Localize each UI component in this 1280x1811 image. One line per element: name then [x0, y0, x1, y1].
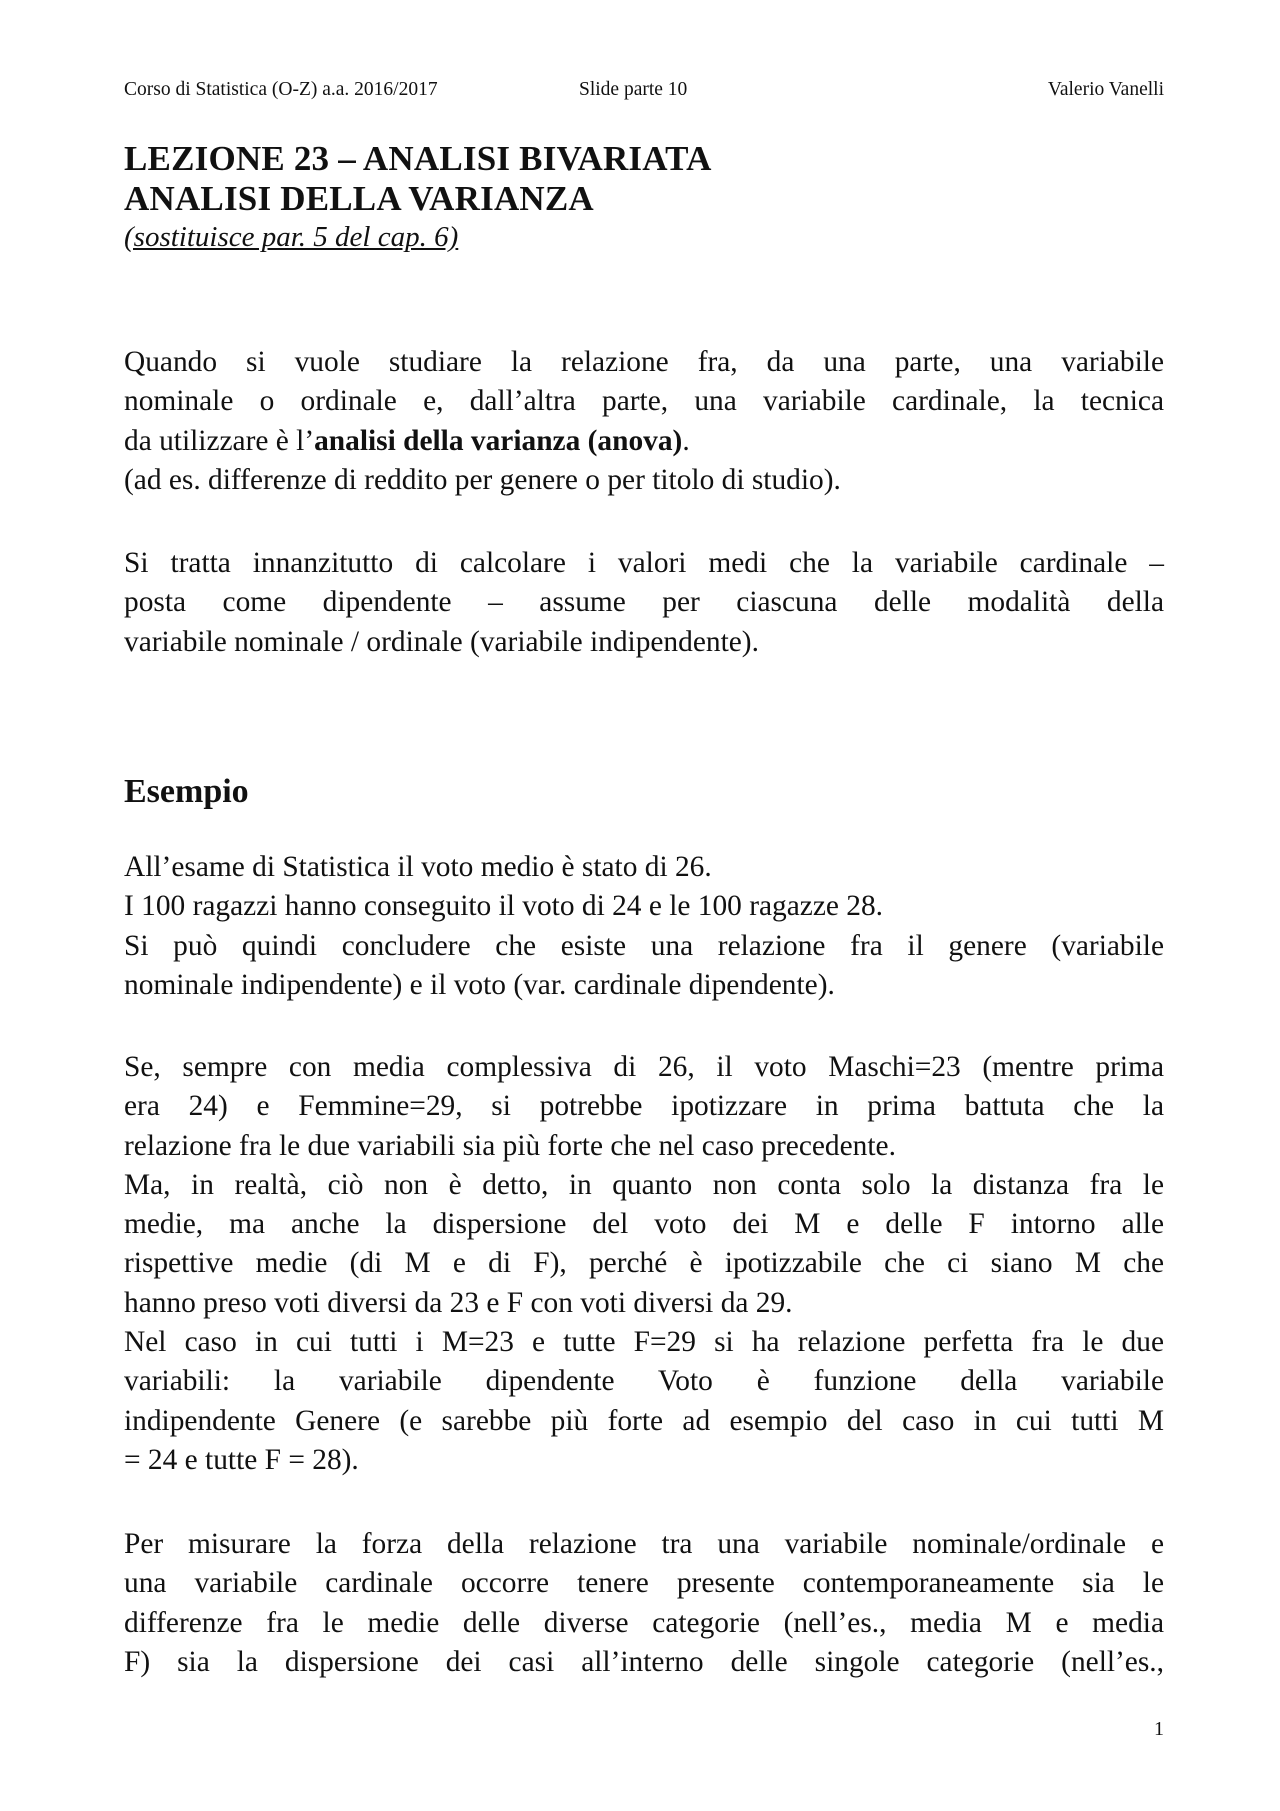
paragraph-line: Se, sempre con media complessiva di 26, il voto Maschi=23 (mentre prima: [124, 1051, 1164, 1083]
paragraph-line: rispettive medie (di M e di F), perché è ipotizzabile che ci siano M che: [124, 1247, 1164, 1280]
paragraph-line: I 100 ragazzi hanno conseguito il voto di 24 e le 100 ragazze 28.: [124, 890, 884, 923]
paragraph-line: medie, ma anche la dispersione del voto dei M e delle F intorno alle: [124, 1208, 1164, 1241]
paragraph-line: = 24 e tutte F = 28).: [124, 1443, 359, 1476]
header-course: Corso di Statistica (O-Z) a.a. 2016/2017: [124, 79, 438, 100]
page-header: [124, 79, 1164, 103]
paragraph-line: Per misurare la forza della relazione tra una variabile nominale/ordinale e: [124, 1528, 1164, 1560]
paragraph-5: [124, 1525, 1164, 1682]
intro-bold-term: analisi della varianza (anova): [314, 424, 683, 457]
paragraph-line: nominale indipendente) e il voto (var. cardinale dipendente).: [124, 968, 835, 1001]
paragraph-line: All’esame di Statistica il voto medio è stato di 26.: [124, 851, 712, 883]
paragraph-line: Si può quindi concludere che esiste una relazione fra il genere (variabile: [124, 929, 1164, 962]
header-author: Valerio Vanelli: [1047, 79, 1164, 100]
example-heading: Esempio: [124, 773, 249, 810]
intro-text: .: [682, 424, 690, 457]
paragraph-line: relazione fra le due variabili sia più forte che nel caso precedente.: [124, 1129, 896, 1162]
paragraph-line: variabile nominale / ordinale (variabile indipendente).: [124, 625, 759, 658]
header-slides: Slide parte 10: [579, 79, 688, 100]
paragraph-line: una variabile cardinale occorre tenere presente contemporaneamente sia le: [124, 1567, 1164, 1600]
paragraph-line: variabili: la variabile dipendente Voto è funzione della variabile: [124, 1365, 1164, 1398]
paragraph-line: era 24) e Femmine=29, si potrebbe ipotizzare in prima battuta che la: [124, 1090, 1164, 1123]
subtitle: (sostituisce par. 5 del cap. 6): [124, 221, 459, 253]
intro-text: da utilizzare è l’: [124, 424, 315, 457]
paragraph-line: F) sia la dispersione dei casi all’interno delle singole categorie (nell’es.,: [124, 1645, 1164, 1678]
title-line-2: ANALISI DELLA VARIANZA: [124, 179, 594, 218]
paragraph-2: [124, 544, 1164, 662]
page-number: 1: [1154, 1718, 1164, 1740]
paragraph-line: hanno preso voti diversi da 23 e F con voti diversi da 29.: [124, 1286, 793, 1319]
paragraph-line: Nel caso in cui tutti i M=23 e tutte F=29 si ha relazione perfetta fra le due: [124, 1326, 1164, 1359]
paragraph-line: indipendente Genere (e sarebbe più forte ad esempio del caso in cui tutti M: [124, 1404, 1164, 1437]
intro-line: [124, 422, 1164, 461]
title-line-1: LEZIONE 23 – ANALISI BIVARIATA: [124, 139, 712, 178]
example-paragraph: [124, 848, 1164, 1005]
intro-line: Quando si vuole studiare la relazione fra, da una parte, una variabile: [124, 346, 1164, 378]
paragraph-line: differenze fra le medie delle diverse categorie (nell’es., media M e media: [124, 1606, 1164, 1639]
paragraph-line: Si tratta innanzitutto di calcolare i valori medi che la variabile cardinale –: [124, 547, 1164, 579]
paragraph-line: posta come dipendente – assume per ciascuna delle modalità della: [124, 586, 1164, 619]
paragraph-4: [124, 1048, 1164, 1480]
title-block: [124, 139, 712, 255]
intro-line: nominale o ordinale e, dall’altra parte, una variabile cardinale, la tecnica: [124, 385, 1164, 418]
intro-paragraph: [124, 343, 1164, 500]
paragraph-line: Ma, in realtà, ciò non è detto, in quanto non conta solo la distanza fra le: [124, 1168, 1164, 1201]
intro-line: (ad es. differenze di reddito per genere o per titolo di studio).: [124, 463, 841, 496]
